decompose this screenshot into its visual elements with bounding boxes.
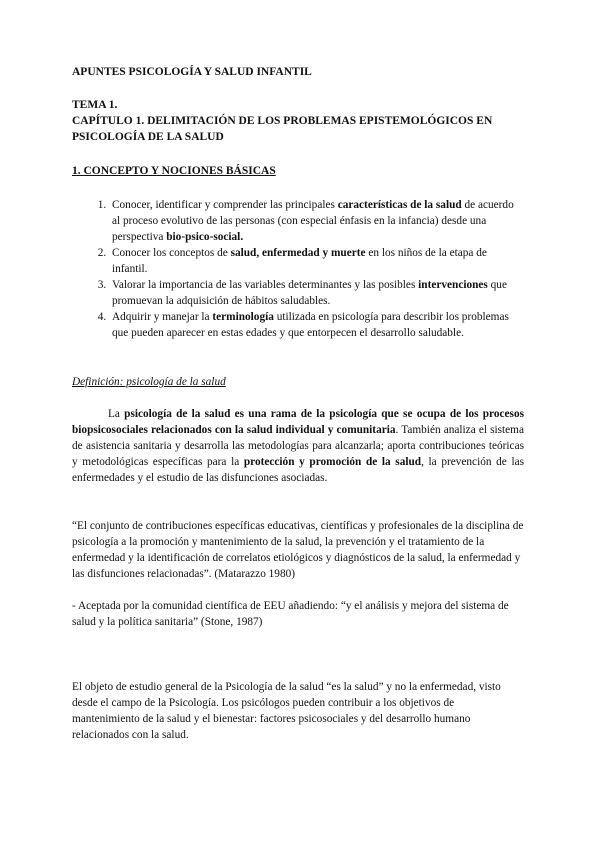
objective-item: 3. Valorar la importancia de las variables determinantes y las posibles intervenciones que promuevan la adquisición de hábitos saludables. <box>109 277 524 309</box>
object-of-study-paragraph: El objeto de estudio general de la Psicología de la salud “es la salud” y no la enfermedad, visto desde el campo de la Psicología. Los psicólogos pueden contribuir a los objetivos de mantenimiento de la salud y el bienestar: factores psicosociales y del desarrollo humano relacionados con la salud. <box>72 681 501 741</box>
definition-paragraph: La psicología de la salud es una rama de la psicología que se ocupa de los procesos biopsicosociales relacionados con la salud individual y comunitaria. También analiza el sistema de asistencia sanitaria y desarrolla las metodologías para alcanzarla; aporta contribuciones teóricas y metodológicas específicas para la protección y promoción de la salud, la prevención de las enfermedades y el estudio de las disfunciones asociadas. <box>72 408 524 484</box>
tema-label: TEMA 1. <box>72 99 118 111</box>
objective-item: 1. Conocer, identificar y comprender las principales características de la salud de acuerdo al proceso evolutivo de las personas (con especial énfasis en la infancia) desde una perspectiva bio-psico-social. <box>109 197 524 245</box>
chapter-title: CAPÍTULO 1. DELIMITACIÓN DE LOS PROBLEMAS EPISTEMOLÓGICOS EN PSICOLOGÍA DE LA SALUD <box>72 115 493 143</box>
objective-item: 4. Adquirir y manejar la terminología utilizada en psicología para describir los problemas que pueden aparecer en estas edades y que entorpecen el desarrollo saludable. <box>109 309 524 341</box>
matarazzo-quote: “El conjunto de contribuciones específicas educativas, científicas y profesionales de la disciplina de psicología a la promoción y mantenimiento de la salud, la prevención y el tratamiento de la enfermedad y la identificación de correlatos etiológicos y diagnósticos de la salud, la enfermedad y las disfunciones relacionadas”. (Matarazzo 1980) <box>72 520 524 580</box>
objective-item: 2. Conocer los conceptos de salud, enfermedad y muerte en los niños de la etapa de infantil. <box>109 245 524 277</box>
objectives-list <box>72 197 524 341</box>
stone-addition: - Aceptada por la comunidad científica de EEU añadiendo: “y el análisis y mejora del sistema de salud y la política sanitaria” (Stone, 1987) <box>72 600 509 628</box>
document-title: APUNTES PSICOLOGÍA Y SALUD INFANTIL <box>72 66 312 78</box>
definition-heading: Definición: psicología de la salud <box>72 376 226 388</box>
section-heading: 1. CONCEPTO Y NOCIONES BÁSICAS <box>72 165 276 177</box>
chapter-heading <box>72 97 524 145</box>
document-page <box>72 64 524 743</box>
